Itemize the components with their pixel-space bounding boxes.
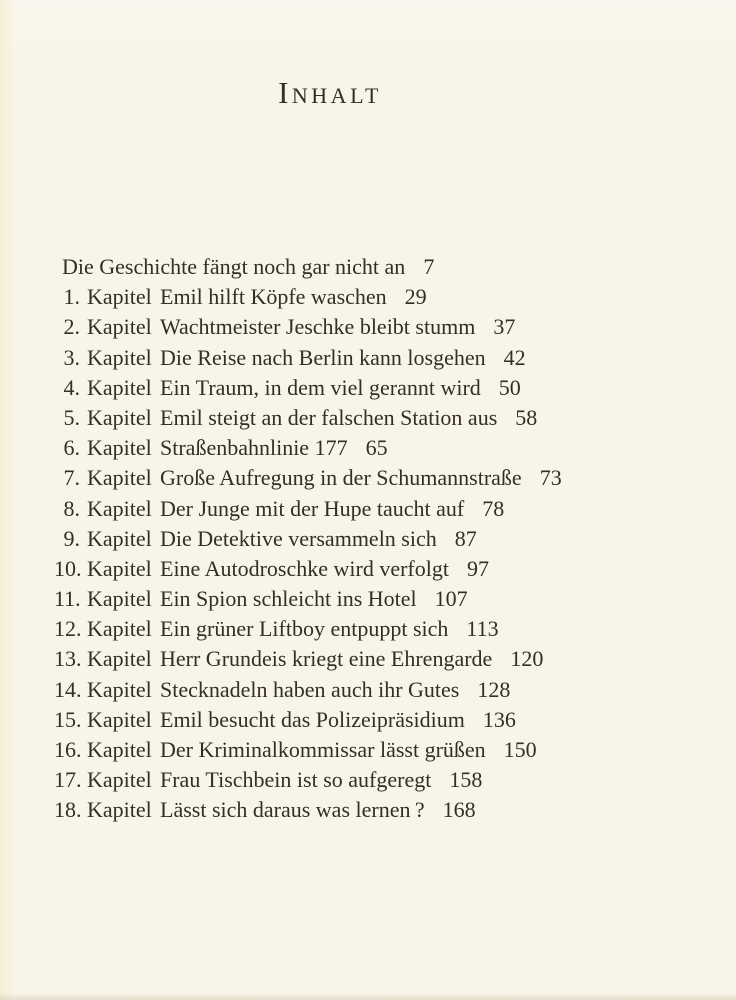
toc-entry <box>54 375 706 405</box>
chapter-label <box>54 586 160 612</box>
toc-entry <box>54 616 706 646</box>
chapter-number: 4. <box>63 374 80 400</box>
chapter-word: Kapitel <box>87 284 152 310</box>
entry-title: Die Detektive versammeln sich <box>160 525 437 551</box>
chapter-word: Kapitel <box>87 404 152 430</box>
chapter-word: Kapitel <box>87 767 152 793</box>
page-number: 113 <box>466 616 499 642</box>
chapter-number: 2. <box>63 314 80 340</box>
chapter-label <box>54 797 160 823</box>
entry-title: Wachtmeister Jeschke bleibt stumm <box>160 314 476 340</box>
toc-entry-intro <box>54 254 706 284</box>
chapter-label <box>54 405 160 431</box>
toc-entry <box>54 496 706 526</box>
page-number: 42 <box>503 344 526 370</box>
chapter-number: 8. <box>63 495 80 521</box>
chapter-label <box>54 314 160 340</box>
chapter-label <box>54 646 160 672</box>
page-number: 29 <box>404 284 427 310</box>
chapter-label <box>54 616 160 642</box>
page-number: 87 <box>454 525 477 551</box>
toc-entry <box>54 405 706 435</box>
page-number: 50 <box>498 374 521 400</box>
entry-title: Stecknadeln haben auch ihr Gutes <box>160 676 460 702</box>
toc-entry <box>54 284 706 314</box>
chapter-label <box>54 345 160 371</box>
chapter-label <box>54 435 160 461</box>
toc-entry <box>54 465 706 495</box>
toc-entry <box>54 314 706 344</box>
chapter-number: 15. <box>54 706 82 732</box>
chapter-word: Kapitel <box>87 555 152 581</box>
page-number: 65 <box>365 435 388 461</box>
entry-title: Emil hilft Köpfe waschen <box>160 284 387 310</box>
entry-title: Lässt sich daraus was lernen ? <box>160 797 425 823</box>
page-number: 128 <box>477 676 511 702</box>
entry-title: Ein Spion schleicht ins Hotel <box>160 586 417 612</box>
chapter-word: Kapitel <box>87 586 152 612</box>
chapter-label <box>54 375 160 401</box>
page-number: 107 <box>434 586 468 612</box>
chapter-word: Kapitel <box>87 646 152 672</box>
toc-entry <box>54 767 706 797</box>
page-number: 168 <box>442 797 476 823</box>
entry-title: Emil steigt an der falschen Station aus <box>160 404 498 430</box>
page-number: 136 <box>482 706 516 732</box>
toc-entry <box>54 737 706 767</box>
chapter-word: Kapitel <box>87 314 152 340</box>
chapter-word: Kapitel <box>87 616 152 642</box>
entry-title: Die Geschichte fängt noch gar nicht an <box>62 254 406 279</box>
toc-entry <box>54 646 706 676</box>
chapter-number: 13. <box>54 646 82 672</box>
chapter-label <box>54 465 160 491</box>
chapter-word: Kapitel <box>87 465 152 491</box>
chapter-label <box>54 284 160 310</box>
entry-title: Der Junge mit der Hupe taucht auf <box>160 495 465 521</box>
page-title: Inhalt <box>278 75 382 110</box>
chapter-number: 14. <box>54 676 82 702</box>
chapter-word: Kapitel <box>87 374 152 400</box>
toc-entry <box>54 526 706 556</box>
chapter-label <box>54 707 160 733</box>
chapter-label <box>54 526 160 552</box>
toc-entry <box>54 677 706 707</box>
entry-title: Emil besucht das Polizeipräsidium <box>160 706 465 732</box>
chapter-number: 12. <box>54 616 82 642</box>
page-number: 73 <box>539 465 562 491</box>
entry-title: Ein Traum, in dem viel gerannt wird <box>160 374 481 400</box>
entry-title: Große Aufregung in der Schumannstraße <box>160 465 522 491</box>
table-of-contents <box>54 254 706 828</box>
page-number: 37 <box>493 314 516 340</box>
entry-title: Straßenbahnlinie 177 <box>160 435 348 461</box>
chapter-number: 11. <box>54 586 81 612</box>
chapter-word: Kapitel <box>87 706 152 732</box>
chapter-word: Kapitel <box>87 344 152 370</box>
chapter-label <box>54 556 160 582</box>
chapter-number: 16. <box>54 737 82 762</box>
chapter-number: 6. <box>63 435 80 461</box>
chapter-number: 1. <box>63 284 80 310</box>
chapter-label <box>54 496 160 522</box>
toc-entry <box>54 556 706 586</box>
page-number: 150 <box>503 737 537 762</box>
chapter-word: Kapitel <box>87 797 152 823</box>
chapter-label <box>54 767 160 793</box>
entry-title: Die Reise nach Berlin kann losgehen <box>160 344 486 370</box>
toc-entry <box>54 435 706 465</box>
chapter-word: Kapitel <box>87 676 152 702</box>
entry-title: Eine Autodroschke wird verfolgt <box>160 555 449 581</box>
chapter-label <box>54 737 160 763</box>
page-number: 58 <box>515 404 538 430</box>
chapter-number: 10. <box>54 555 82 581</box>
chapter-number: 5. <box>63 404 80 430</box>
entry-title: Ein grüner Liftboy entpuppt sich <box>160 616 449 642</box>
page-number: 97 <box>467 555 489 581</box>
page-number: 120 <box>510 646 544 672</box>
page-number: 158 <box>449 767 483 793</box>
toc-entry <box>54 797 706 827</box>
entry-title: Der Kriminalkommissar lässt grüßen <box>160 737 486 762</box>
page-number: 7 <box>423 254 435 279</box>
chapter-word: Kapitel <box>87 525 152 551</box>
chapter-number: 9. <box>63 525 80 551</box>
chapter-word: Kapitel <box>87 495 152 521</box>
chapter-number: 7. <box>63 465 80 491</box>
chapter-word: Kapitel <box>87 435 152 461</box>
toc-entry <box>54 586 706 616</box>
chapter-number: 17. <box>54 767 82 793</box>
toc-entry <box>54 345 706 375</box>
chapter-number: 18. <box>54 797 82 823</box>
toc-entry <box>54 707 706 737</box>
chapter-label <box>54 677 160 703</box>
entry-title: Frau Tischbein ist so aufgeregt <box>160 767 432 793</box>
entry-title: Herr Grundeis kriegt eine Ehrengarde <box>160 646 493 672</box>
page-number: 78 <box>482 495 505 521</box>
chapter-word: Kapitel <box>87 737 152 762</box>
chapter-number: 3. <box>63 344 80 370</box>
